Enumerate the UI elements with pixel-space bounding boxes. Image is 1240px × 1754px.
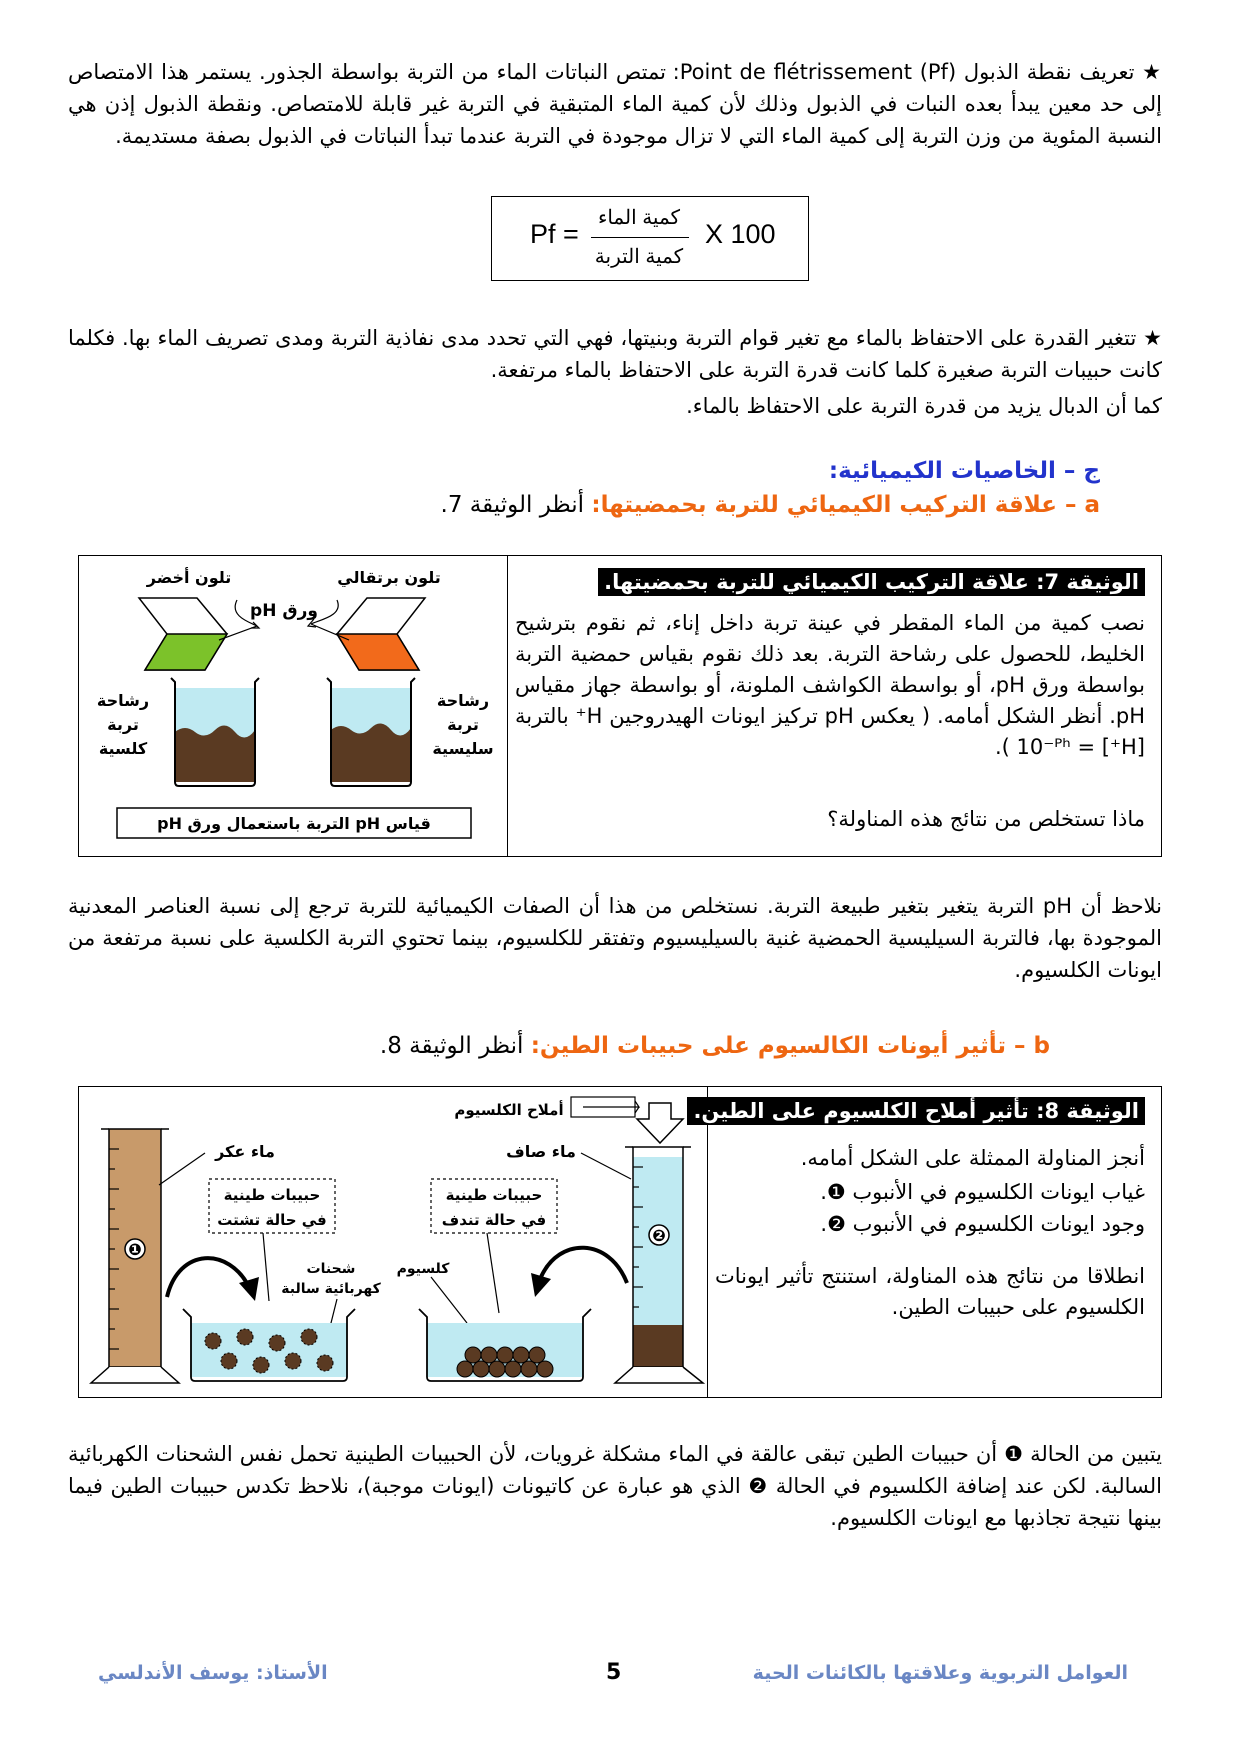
label-orange: تلون برتقالي — [337, 568, 441, 587]
calc-label-2: تربة — [107, 715, 139, 734]
document-8-line2: غياب ايونات الكلسيوم في الأنبوب ❶. — [820, 1180, 1145, 1204]
page-number: 5 — [606, 1660, 622, 1685]
label-green: تلون أخضر — [146, 568, 232, 587]
curved-arrow-2 — [541, 1248, 627, 1283]
label-charges-1: شحنات — [306, 1261, 356, 1277]
document-7-title: الوثيقة 7: علاقة التركيب الكيميائي للتربة بحمضيتها. — [598, 568, 1145, 596]
label-ph-paper: ورق pH — [250, 601, 318, 621]
document-7-text: نصب كمية من الماء المقطر في عينة تربة داخل إناء، ثم نقوم بترشيح الخليط، للحصول على رشاحة التربة. بعد ذلك نقوم بقياس حمضية التربة بواسطة ورق pH، أو بواسطة الكواشف الملونة، أو بواسطة جهاز مقياس pH. أنظر الشكل أمامه. ( يعكس pH تركيز ايونات الهيدروجين H⁺ بالتربة [H⁺] = 10⁻ᴾʰ ). — [515, 611, 1145, 759]
sil-label-2: تربة — [447, 715, 479, 734]
label-calcium-salts: أملاح الكلسيوم — [454, 1101, 564, 1119]
formula-denominator: كمية التربة — [594, 246, 684, 268]
document-8-line1: أنجز المناولة الممثلة على الشكل أمامه. — [800, 1146, 1145, 1170]
paragraph-ph-conclusion: نلاحظ أن pH التربة يتغير بتغير طبيعة التربة. نستخلص من هذا أن الصفات الكيميائية للتربة ترجع إلى نسبة العناصر المعدنية الموجودة بها، فالتربة السيليسية الحمضية غنية بالسيليسيوم وتفتقر للكلسيوم، بينما تحتوي التربة الكلسية على نسبة مرتفعة من ايونات الكلسيوم. — [68, 894, 1162, 982]
heading-b-label: b – تأثير أيونات الكالسيوم على حبيبات الطين: — [530, 1033, 1050, 1059]
calcium-clay-figure — [79, 1087, 705, 1397]
label-floc-1: حبيبات طينية — [445, 1186, 543, 1204]
beaker-siliceous — [327, 678, 415, 786]
footer-author: الأستاذ: يوسف الأندلسي — [98, 1662, 328, 1684]
formula-numerator: كمية الماء — [597, 207, 681, 229]
sil-label-1: رشاحة — [436, 691, 490, 710]
ph-paper-green — [139, 598, 227, 670]
calc-label-3: كلسية — [98, 739, 148, 758]
ph-measurement-figure — [79, 556, 505, 856]
figure-7-caption: قياس pH التربة باستعمال ورق pH — [157, 814, 431, 833]
formula-left: Pf = — [530, 219, 579, 249]
wilting-point-formula — [491, 196, 809, 281]
label-floc-2: في حالة تندف — [441, 1211, 547, 1229]
label-clear-water: ماء صاف — [506, 1142, 576, 1161]
label-calcium: كلسيوم — [396, 1261, 450, 1277]
heading-a-ref: أنظر الوثيقة 7. — [440, 492, 592, 518]
formula-factor: X 100 — [705, 219, 776, 249]
heading-chemical-properties: ج – الخاصيات الكيميائية: — [828, 458, 1100, 484]
document-7-question: ماذا تستخلص من نتائج هذه المناولة؟ — [827, 807, 1145, 831]
footer-title: العوامل التربوية وعلاقتها بالكائنات الحية — [752, 1662, 1128, 1684]
heading-b — [380, 1033, 1050, 1059]
tube-2-number: ❷ — [652, 1226, 666, 1245]
label-dispersed-2: في حالة تشتت — [217, 1211, 327, 1229]
paragraph-humus: كما أن الدبال يزيد من قدرة التربة على الاحتفاظ بالماء. — [686, 394, 1162, 418]
calc-label-1: رشاحة — [96, 691, 150, 710]
tube-1-number: ❶ — [128, 1240, 142, 1259]
label-turbid-water: ماء عكر — [215, 1142, 275, 1161]
container-dispersed — [183, 1309, 355, 1381]
sil-label-3: سليسية — [432, 739, 494, 758]
document-8-line4: انطلاقا من نتائج هذه المناولة، استنتج تأثير ايونات الكلسيوم على حبيبات الطين. — [715, 1264, 1145, 1319]
beaker-calcareous — [171, 678, 259, 786]
curved-arrow-1 — [167, 1258, 249, 1297]
tube-1 — [91, 1129, 179, 1383]
document-8-title: الوثيقة 8: تأثير أملاح الكلسيوم على الطين. — [687, 1097, 1145, 1125]
label-dispersed-1: حبيبات طينية — [223, 1186, 321, 1204]
paragraph-water-retention: ★ تتغير القدرة على الاحتفاظ بالماء مع تغير قوام التربة وبنيتها، فهي التي تحدد مدى نفاذية التربة ومدى تصريف الماء بها. فكلما كانت حبيبات التربة صغيرة كلما كانت قدرة التربة على الاحتفاظ بالماء مرتفعة. — [68, 326, 1162, 382]
heading-a-label: a – علاقة التركيب الكيميائي للتربة بحمضيتها: — [591, 492, 1100, 518]
paragraph-calcium-conclusion: يتبين من الحالة ❶ أن حبيبات الطين تبقى عالقة في الماء مشكلة غرويات، لأن الحبيبات الطينية تحمل نفس الشحنات الكهربائية السالبة. لكن عند إضافة الكلسيوم في الحالة ❷ الذي هو عبارة عن كاتيونات (ايونات موجبة)، نلاحظ تكدس حبيبات الطين فيما بينها نتيجة تجاذبها مع ايونات الكلسيوم. — [68, 1442, 1162, 1530]
tube-2 — [615, 1147, 703, 1383]
heading-a — [441, 492, 1100, 518]
paragraph-wilting-point: ★ تعريف نقطة الذبول Point de flétrissement (Pf): تمتص النباتات الماء من التربة بواسطة الجذور. يستمر هذا الامتصاص إلى حد معين يبدأ بعده النبات في الذبول وذلك لأن كمية الماء المتبقية في التربة غير قابلة للامتصاص. ونقطة الذبول إذن هي النسبة المئوية من وزن التربة إلى كمية الماء التي لا تزال موجودة في التربة عندما تبدأ النباتات في الذبول بصفة مستديمة. — [68, 60, 1162, 148]
ph-paper-orange — [337, 598, 425, 670]
document-7 — [78, 555, 1162, 857]
document-8-line3: وجود ايونات الكلسيوم في الأنبوب ❷. — [820, 1212, 1145, 1236]
document-8 — [78, 1086, 1162, 1398]
heading-b-ref: أنظر الوثيقة 8. — [379, 1033, 531, 1059]
container-flocculated — [419, 1309, 591, 1381]
salts-arrow — [637, 1103, 683, 1143]
label-charges-2: كهربائية سالبة — [281, 1281, 381, 1297]
formula-fraction-bar — [591, 237, 689, 238]
